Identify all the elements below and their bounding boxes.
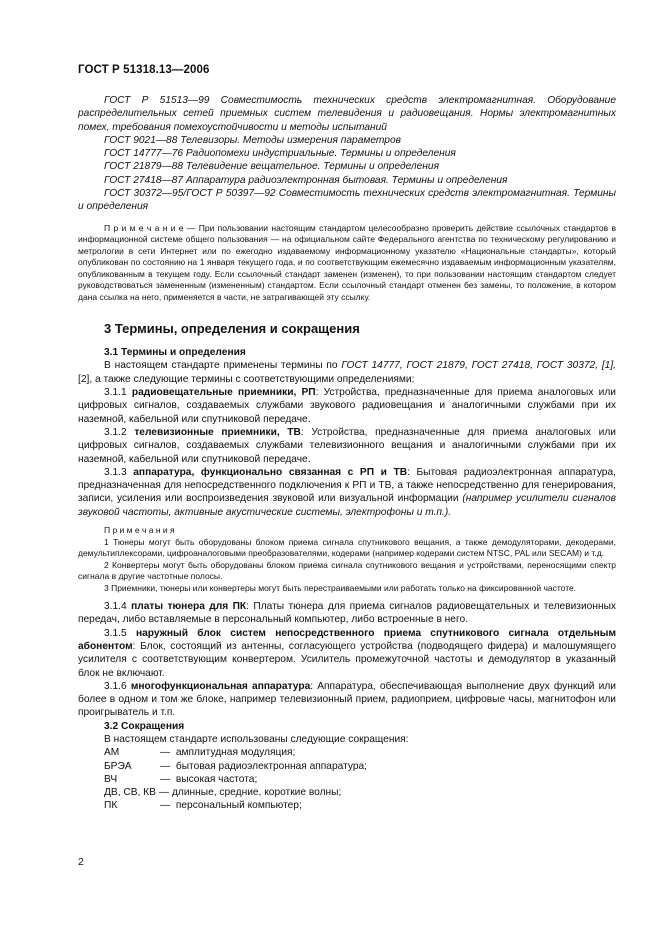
term-item [78,600,616,627]
reference-item: ГОСТ 14777—76 Радиопомехи индустриальные. Термины и определения [104,148,456,160]
term-definition: : Устройства, предназначенные для приема аналоговых или цифровых сигналов, создаваемых службами звукового радиовещания и аналогичными службами при их наземной, кабельной или спутниковой передаче. [78,387,616,425]
abbreviation-code: БРЭА [104,760,132,772]
term-item [78,627,616,680]
term-item [78,426,616,466]
term-item [78,466,616,519]
abbreviation-meaning: бытовая радиоэлектронная аппаратура; [175,760,367,772]
abbreviation-sep: — [160,773,171,785]
notes-label: П р и м е ч а н и я [104,525,175,536]
abbreviation-meaning: амплитудная модуляция; [175,747,296,759]
term-number: 3.1.2 [104,426,127,438]
abbreviation-sep: — [160,800,171,812]
reference-item: ГОСТ 21879—88 Телевидение вещательное. Термины и определения [104,161,440,173]
term-definition: : Платы тюнера для приема сигналов радиовещательных и телевизионных передач, либо вставляемые в персональный компьютер, либо встроенные в него. [78,601,616,626]
document-body [78,94,616,813]
abbreviation-code: ВЧ [104,773,118,785]
reference-item: ГОСТ 9021—88 Телевизоры. Методы измерения параметров [104,134,401,146]
abbreviation-sep: — [158,787,170,799]
subsection-title: 3.2 Сокращения [104,720,185,732]
term-number: 3.1.4 [104,601,127,613]
abbreviation-code: АМ [104,747,120,759]
reference-item: ГОСТ Р 51513—99 Совместимость технических средств электромагнитная. Оборудование распределительных сетей приемных систем телевидения и радиовещания. Нормы электромагнитных помех, требования помехоустойчивости и методы испытаний [78,95,616,133]
abbreviation-sep: — [160,747,171,759]
term-number: 3.1.5 [104,627,127,639]
terms-intro-tail: [2], а также следующие термины с соответствующими определениями: [78,373,415,385]
main-note-text: При пользовании настоящим стандартом целесообразно проверить действие ссылочных стандартов в информационной системе общего пользования — на официальном сайте Федерального агентства по техническому регулированию и метрологии в сети Интернет или по ежегодно издаваемому информационному указателю «Национальные стандарты», который опубликован по состоянию на 1 января текущего года, и по соответствующим ежемесячно издаваемым информационным указателям, опубликованным в текущем году. Если ссылочный стандарт заменен (изменен), то при пользовании настоящим стандартом следует руководствоваться замененным (измененным) стандартом. Если ссылочный стандарт отменен без замены, то положение, в котором дана ссылка на него, применяется в части, не затрагивающей эту ссылку. [78,222,616,302]
term-name: платы тюнера для ПК [131,601,247,613]
abbreviation-item [78,773,616,786]
term-name: радиовещательные приемники, РП [131,387,316,399]
abbreviation-item [78,786,616,799]
term-definition: : Устройства, предназначенные для приема аналоговых или цифровых сигналов, создаваемых службами телевизионного вещания и аналогичными службами при их наземной, кабельной или спутниковой передаче. [78,426,616,465]
term-item [78,680,616,720]
term-example: (например усилители сигналов звуковой частоты, активные акустические системы, электрофоны и т.п.). [78,493,616,518]
main-note [78,223,616,304]
term-item [78,386,616,426]
abbreviation-meaning: высокая частота; [175,773,258,785]
abbreviation-meaning: персональный компьютер; [175,800,302,812]
term-name: телевизионные приемники, ТВ [134,426,301,438]
term-definition: : Блок, состоящий из антенны, согласующего устройства (подводящего фидера) и малошумящего усилителя с соответствующим конвертером. Усилитель промежуточной частоты и демодулятор в указанный блок не включают. [78,640,616,679]
main-note-label: П р и м е ч а н и е — [104,222,196,233]
note-item: 3 Приемники, тюнеры или конвертеры могут быть перестраиваемыми или работать только на фиксированной частоте. [104,582,577,593]
note-item: 1 Тюнеры могут быть оборудованы блоком приема сигнала спутникового вещания, а также демодуляторами, декодерами, демультиплексорами, цифроаналоговыми преобразователями, кодерами (например кодерами систем NTSC, PAL или SECAM) и т.д. [78,536,616,559]
page-number: 2 [78,856,84,868]
term-name: наружный блок систем непосредственного приема спутникового сигнала отдельным абонентом [78,627,616,652]
abbreviation-meaning: длинные, средние, короткие волны; [171,787,342,799]
abbreviation-code: ПК [104,800,118,812]
reference-item: ГОСТ 30372—95/ГОСТ Р 50397—92 Совместимость технических средств электромагнитная. Термины и определения [78,188,616,213]
abbreviation-item [78,760,616,773]
term-number: 3.1.1 [104,387,127,399]
abbreviation-item [78,746,616,759]
note-item: 2 Конвертеры могут быть оборудованы блоком приема сигнала спутникового вещания и устройствами, переносящими спектр сигнала в другие частотные полосы. [78,559,616,582]
abbreviation-sep: — [160,760,171,772]
subsection-title: 3.1 Термины и определения [104,347,246,359]
terms-intro-refs: ГОСТ 14777, ГОСТ 21879, ГОСТ 27418, ГОСТ 30372, [1], [341,360,616,372]
term-definition: : Аппаратура, обеспечивающая выполнение двух функций или более в одном и том же блоке, например телевизионный прием, радиоприем, цифровые часы, магнитофон или проигрыватель и т.п. [78,680,616,719]
term-number: 3.1.6 [104,680,127,692]
terms-intro-text: В настоящем стандарте применены термины по [104,360,342,372]
section-title: 3 Термины, определения и сокращения [104,321,360,337]
abbreviation-item [78,799,616,812]
abbreviations-list [78,746,616,812]
references-list [78,94,616,214]
document-header: ГОСТ Р 51318.13—2006 [78,64,210,76]
term-name: аппаратура, функционально связанная с РП и ТВ [133,466,408,478]
abbreviations-intro: В настоящем стандарте использованы следующие сокращения: [104,734,409,745]
abbreviation-code: ДВ, СВ, КВ [104,787,156,799]
term-definition: : Бытовая радиоэлектронная аппаратура, предназначенная для непосредственного подключения к РП и ТВ, а также непосредственно для генерирования, записи, усиления или воспроизведения звуковой или визуальной информации [78,466,616,505]
reference-item: ГОСТ 27418—87 Аппаратура радиоэлектронная бытовая. Термины и определения [104,174,508,186]
term-name: многофункциональная аппаратура [130,680,311,692]
term-number: 3.1.3 [104,466,127,478]
terms-intro [78,359,616,386]
